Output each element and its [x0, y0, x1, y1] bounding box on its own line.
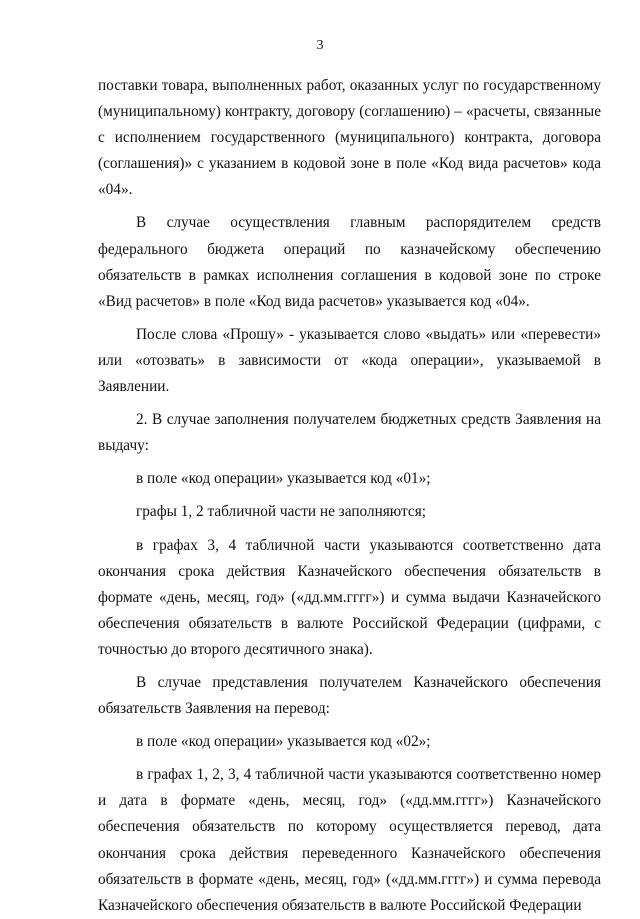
paragraph-chief-administrator: В случае осуществления главным распорядителем средств федерального бюджета операций по казначейскому обеспечению обязательств в рамках исполнения соглашения в кодовой зоне по строке «Вид расчетов» в поле «Код вида расчетов» указывается код «04».	[98, 214, 601, 310]
paragraph-continuation: поставки товара, выполненных работ, оказанных услуг по государственному (муниципальному) контракту, договору (соглашению) – «расчеты, связанные с исполнением государственного (муниципального) контракта, договора (соглашения)» с указанием в кодовой зоне в поле «Код вида расчетов» кода «04».	[98, 77, 601, 199]
paragraph-section-2: 2. В случае заполнения получателем бюджетных средств Заявления на выдачу:	[98, 411, 601, 455]
paragraph-operation-code-01: в поле «код операции» указывается код «01»;	[136, 470, 431, 488]
page-number: 3	[316, 38, 324, 53]
paragraph-proshu: После слова «Прошу» - указывается слово «выдать» или «перевести» или «отозвать» в зависимости от «кода операции», указываемой в Заявлении.	[98, 325, 601, 396]
paragraph-columns-3-4: в графах 3, 4 табличной части указываются соответственно дата окончания срока действия Казначейского обеспечения обязательств в формате «день, месяц, год» («дд.мм.гггг») и сумма выдачи Казначейского обеспечения обязательств в валюте Российской Федерации (цифрами, с точностью до второго десятичного знака).	[98, 536, 601, 658]
paragraph-transfer-case: В случае представления получателем Казначейского обеспечения обязательств Заявления на перевод:	[98, 673, 601, 718]
document-body	[98, 73, 601, 919]
paragraph-columns-1-2: графы 1, 2 табличной части не заполняются;	[136, 503, 426, 521]
paragraph-operation-code-02: в поле «код операции» указывается код «02»;	[136, 733, 431, 751]
paragraph-columns-1-4: в графах 1, 2, 3, 4 табличной части указываются соответственно номер и дата в формате «день, месяц, год» («дд.мм.гггг») Казначейского обеспечения обязательств по которому осуществляется перевод, дата окончания срока действия переведенного Казначейского обеспечения обязательств в формате «день, месяц, год» («дд.мм.гггг») и сумма перевода Казначейского обеспечения обязательств в валюте Российской Федерации	[98, 766, 601, 914]
